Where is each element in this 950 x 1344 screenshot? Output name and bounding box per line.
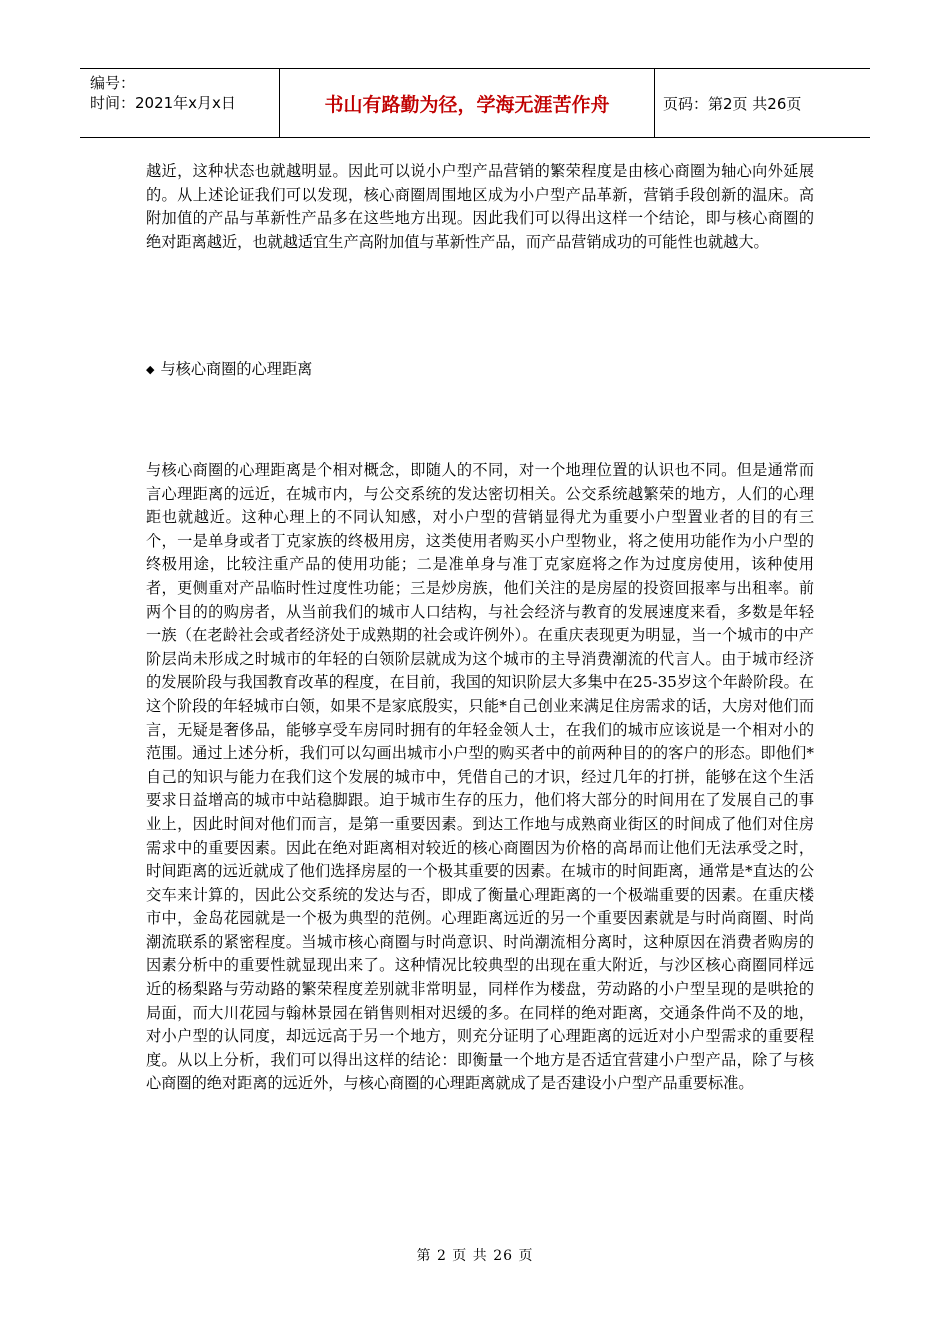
paragraph-1: 越近，这种状态也就越明显。因此可以说小户型产品营销的繁荣程度是由核心商圈为轴心向外延展的。从上述论证我们可以发现，核心商圈周围地区成为小户型产品革新，营销手段创新的温床。高附加值的产品与革新性产品多在这些地方出现。因此我们可以得出这样一个结论，即与核心商圈的绝对距离越近，也就越适宜生产高附加值与革新性产品，而产品营销成功的可能性也就越大。: [146, 162, 814, 251]
page-header: [80, 68, 870, 138]
section-heading-text: 与核心商圈的心理距离: [160, 360, 313, 378]
page-footer: 第 2 页 共 26 页: [416, 1248, 534, 1264]
section-heading: [146, 358, 312, 382]
header-page-info: 页码：第2页 共26页: [663, 94, 802, 113]
header-meta: [80, 69, 280, 137]
document-time-label: 时间：2021年x月x日: [90, 94, 236, 112]
header-motto: 书山有路勤为径，学海无涯苦作舟: [280, 69, 655, 137]
paragraph-2: 与核心商圈的心理距离是个相对概念，即随人的不同，对一个地理位置的认识也不同。但是通常而言心理距离的远近，在城市内，与公交系统的发达密切相关。公交系统越繁荣的地方，人们的心理距也就越近。这种心理上的不同认知感，对小户型的营销显得尤为重要小户型置业者的目的有三个，一是单身或者丁克家族的终极用房，这类使用者购买小户型物业，将之使用功能作为小户型的终极用途，比较注重产品的使用功能；二是准单身与准丁克家庭将之作为过度房使用，该种使用者，更侧重对产品临时性过度性功能；三是炒房族，他们关注的是房屋的投资回报率与出租率。前两个目的的购房者，从当前我们的城市人口结构，与社会经济与教育的发展速度来看，多数是年轻一族（在老龄社会或者经济处于成熟期的社会或许例外）。在重庆表现更为明显，当一个城市的中产阶层尚未形成之时城市的年轻的白领阶层就成为这个城市的主导消费潮流的代言人。由于城市经济的发展阶段与我国教育改革的程度，在目前，我国的知识阶层大多集中在25-35岁这个年龄阶段。在这个阶段的年轻城市白领，如果不是家底殷实，只能*自己创业来满足住房需求的话，大房对他们而言，无疑是奢侈品，能够享受车房同时拥有的年轻金领人士，在我们的城市应该说是一个相对小的范围。通过上述分析，我们可以勾画出城市小户型的购买者中的前两种目的的客户的形态。即他们*自己的知识与能力在我们这个发展的城市中，凭借自己的才识，经过几年的打拼，能够在这个生活要求日益增高的城市中站稳脚跟。迫于城市生存的压力，他们将大部分的时间用在了发展自己的事业上，因此时间对他们而言，是第一重要因素。到达工作地与成熟商业街区的时间成了他们对住房需求中的重要因素。因此在绝对距离相对较近的核心商圈因为价格的高昂而让他们无法承受之时，时间距离的远近就成了他们选择房屋的一个极其重要的因素。在城市的时间距离，通常是*直达的公交车来计算的，因此公交系统的发达与否，即成了衡量心理距离的一个极端重要的因素。在重庆楼市中，金岛花园就是一个极为典型的范例。心理距离远近的另一个重要因素就是与时尚商圈、时尚潮流联系的紧密程度。当城市核心商圈与时尚意识、时尚潮流相分离时，这种原因在消费者购房的因素分析中的重要性就显现出来了。这种情况比较典型的出现在重大附近，与沙区核心商圈同样远近的杨梨路与劳动路的繁荣程度差别就非常明显，同样作为楼盘，劳动路的小户型呈现的是哄抢的局面，而大川花园与翰林景园在销售则相对迟缓的多。在同样的绝对距离，交通条件尚不及的地，对小户型的认同度，却远远高于另一个地方，则充分证明了心理距离的远近对小户型需求的重要程度。从以上分析，我们可以得出这样的结论：即衡量一个地方是否适宜营建小户型产品，除了与核心商圈的绝对距离的远近外，与核心商圈的心理距离就成了是否建设小户型产品重要标准。: [146, 461, 814, 1093]
document-number-label: 编号：: [90, 74, 136, 92]
diamond-bullet-icon: ◆: [146, 363, 155, 376]
